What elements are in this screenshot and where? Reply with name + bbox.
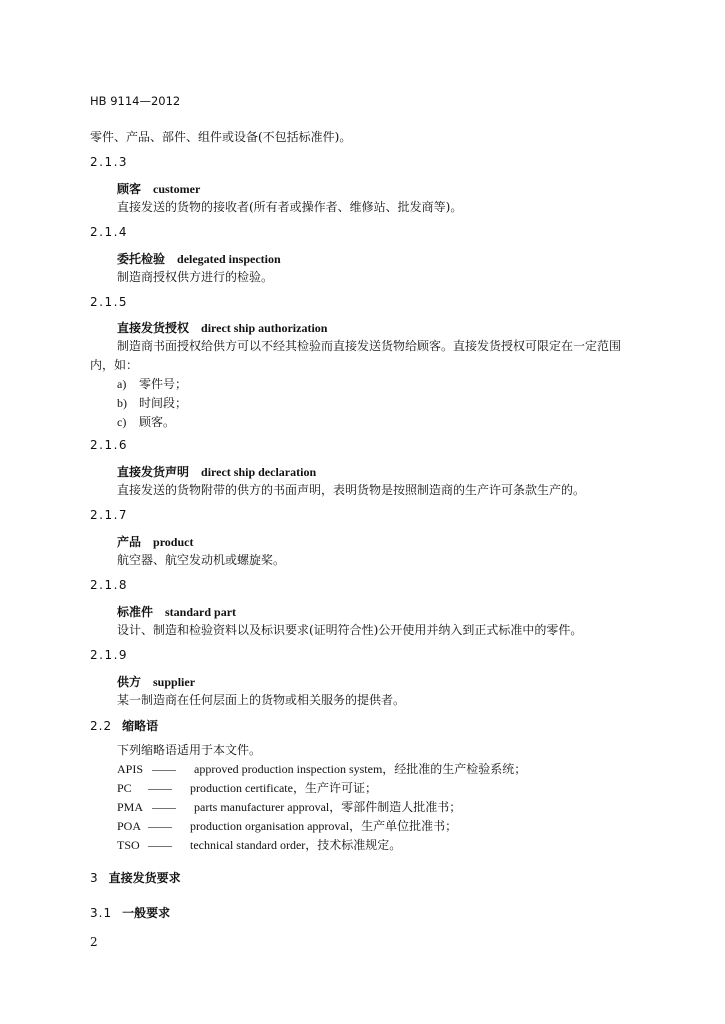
term-zh: 产品 <box>117 535 142 549</box>
term-zh: 直接发货授权 <box>117 321 190 335</box>
term-definition-cont: 内，如： <box>90 358 139 372</box>
term-title <box>117 463 316 480</box>
list-text: 顾客。 <box>139 415 176 429</box>
term-title <box>117 250 281 267</box>
abbr-zh: ，生产单位批准书； <box>349 819 458 833</box>
term-zh: 委托检验 <box>117 252 166 266</box>
section-number: 3 <box>90 871 99 885</box>
section-heading <box>90 717 158 734</box>
clause-number: 2.1.9 <box>90 648 129 662</box>
clause-number: 2.1.6 <box>90 438 129 452</box>
abbreviation-row <box>117 779 377 796</box>
clause-number: 2.1.8 <box>90 578 129 592</box>
list-marker: c) <box>117 415 127 429</box>
section-heading <box>90 904 170 921</box>
abbr-dash: —— <box>152 762 176 776</box>
doc-header-id: HB 9114—2012 <box>90 94 181 108</box>
term-zh: 直接发货声明 <box>117 465 190 479</box>
abbr-zh: ，生产许可证； <box>292 781 377 795</box>
clause-number: 2.1.7 <box>90 508 129 522</box>
section-number: 2.2 <box>90 719 113 733</box>
term-definition: 某一制造商在任何层面上的货物或相关服务的提供者。 <box>117 693 406 707</box>
abbr-code: PC <box>117 781 132 795</box>
abbreviation-row <box>117 836 401 853</box>
list-text: 时间段； <box>139 396 188 410</box>
term-definition: 设计、制造和检验资料以及标识要求(证明符合性)公开使用并纳入到正式标准中的零件。 <box>117 623 583 637</box>
abbr-en: technical standard order <box>190 838 306 852</box>
term-zh: 标准件 <box>117 605 154 619</box>
term-en: direct ship authorization <box>201 321 328 335</box>
term-definition: 航空器、航空发动机或螺旋桨。 <box>117 553 286 567</box>
abbr-dash: —— <box>152 800 176 814</box>
list-item <box>117 375 187 392</box>
abbr-code: POA <box>117 819 142 833</box>
section-title: 直接发货要求 <box>108 871 181 885</box>
abbr-en: production organisation approval <box>190 819 350 833</box>
abbr-code: TSO <box>117 838 140 852</box>
term-title <box>117 603 236 620</box>
clause-number: 2.1.3 <box>90 155 129 169</box>
abbreviation-row <box>117 760 526 777</box>
list-marker: a) <box>117 377 127 391</box>
clause-number: 2.1.4 <box>90 225 129 239</box>
section-title: 缩略语 <box>122 719 159 733</box>
abbr-zh: ，技术标准规定。 <box>305 838 402 852</box>
abbreviations-intro: 下列缩略语适用于本文件。 <box>117 743 262 757</box>
list-item <box>117 394 187 411</box>
abbr-dash: —— <box>148 838 172 852</box>
abbr-code: PMA <box>117 800 144 814</box>
term-title <box>117 319 327 336</box>
section-heading <box>90 869 181 886</box>
term-zh: 顾客 <box>117 182 142 196</box>
term-en: delegated inspection <box>177 252 281 266</box>
abbr-zh: ，经批准的生产检验系统； <box>382 762 527 776</box>
section-number: 3.1 <box>90 906 113 920</box>
abbr-dash: —— <box>148 781 172 795</box>
term-title <box>117 533 193 550</box>
abbr-en: approved production inspection system <box>194 762 383 776</box>
term-definition: 直接发送的货物附带的供方的书面声明，表明货物是按照制造商的生产许可条款生产的。 <box>117 483 586 497</box>
term-en: supplier <box>153 675 196 689</box>
intro-line: 零件、产品、部件、组件或设备(不包括标准件)。 <box>90 130 352 144</box>
abbr-dash: —— <box>148 819 172 833</box>
page-number: 2 <box>90 935 98 949</box>
term-en: direct ship declaration <box>201 465 317 479</box>
term-definition: 直接发送的货物的接收者(所有者或操作者、维修站、批发商等)。 <box>117 200 463 214</box>
list-marker: b) <box>117 396 127 410</box>
section-title: 一般要求 <box>122 906 171 920</box>
list-item <box>117 413 175 430</box>
abbr-code: APIS <box>117 762 144 776</box>
abbreviation-row <box>117 798 461 815</box>
term-zh: 供方 <box>117 675 142 689</box>
term-en: customer <box>153 182 201 196</box>
term-title <box>117 673 195 690</box>
abbr-zh: ，零部件制造人批准书； <box>329 800 462 814</box>
term-en: standard part <box>165 605 237 619</box>
clause-number: 2.1.5 <box>90 295 129 309</box>
list-text: 零件号； <box>139 377 188 391</box>
term-definition: 制造商授权供方进行的检验。 <box>117 270 274 284</box>
abbreviation-row <box>117 817 457 834</box>
term-title <box>117 180 200 197</box>
abbr-en: production certificate <box>190 781 293 795</box>
term-en: product <box>153 535 194 549</box>
term-definition: 制造商书面授权给供方可以不经其检验而直接发送货物给顾客。直接发货授权可限定在一定范围 <box>117 339 622 353</box>
abbr-en: parts manufacturer approval <box>194 800 330 814</box>
